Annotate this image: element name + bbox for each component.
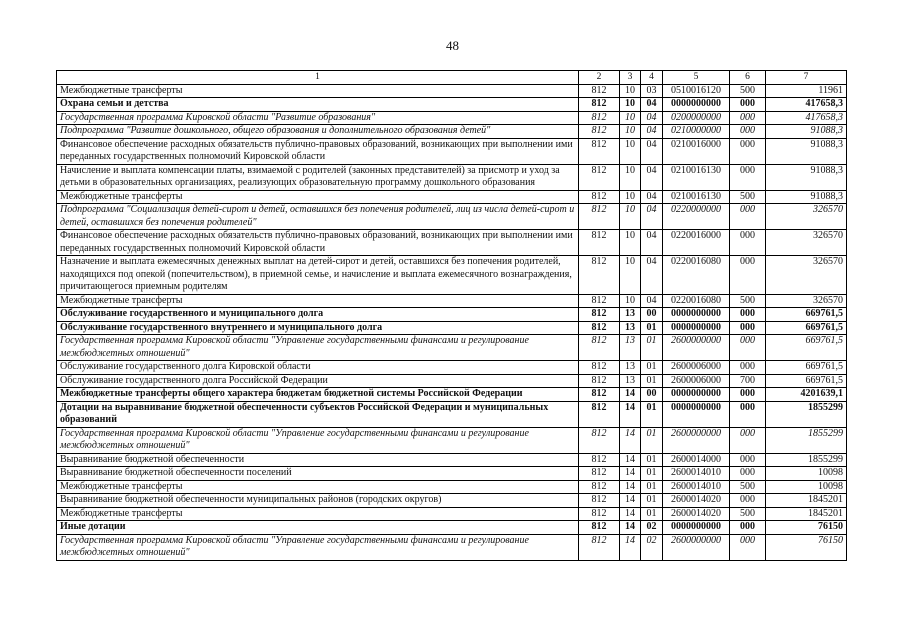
budget-table: [56, 70, 847, 561]
target-code-cell: 2600014010: [663, 480, 730, 494]
expense-type-cell: 500: [730, 507, 766, 521]
table-row: [57, 427, 847, 453]
target-code-cell: 0000000000: [663, 521, 730, 535]
expense-type-cell: 000: [730, 335, 766, 361]
expense-type-cell: 000: [730, 401, 766, 427]
ministry-code-cell: 812: [579, 138, 620, 164]
row-name-cell: Обслуживание государственного долга Российской Федерации: [57, 374, 579, 388]
section-code-cell: 14: [620, 401, 641, 427]
table-row: [57, 467, 847, 481]
table-row: [57, 507, 847, 521]
header-cell: 1: [57, 71, 579, 85]
target-code-cell: 0200000000: [663, 111, 730, 125]
table-body: [57, 84, 847, 560]
section-code-cell: 14: [620, 453, 641, 467]
section-code-cell: 10: [620, 164, 641, 190]
row-name-cell: Межбюджетные трансферты: [57, 190, 579, 204]
row-name-cell: Подпрограмма "Развитие дошкольного, общего образования и дополнительного образования детей": [57, 125, 579, 139]
row-name-cell: Дотации на выравнивание бюджетной обеспеченности субъектов Российской Федерации и муниципальных образований: [57, 401, 579, 427]
table-row: [57, 361, 847, 375]
row-name-cell: Межбюджетные трансферты: [57, 507, 579, 521]
section-code-cell: 10: [620, 84, 641, 98]
table-row: [57, 190, 847, 204]
target-code-cell: 0210016130: [663, 190, 730, 204]
table-row: [57, 294, 847, 308]
subsection-code-cell: 01: [641, 494, 663, 508]
row-name-cell: Выравнивание бюджетной обеспеченности муниципальных районов (городских округов): [57, 494, 579, 508]
row-name-cell: Выравнивание бюджетной обеспеченности поселений: [57, 467, 579, 481]
table-row: [57, 230, 847, 256]
table-row: [57, 256, 847, 295]
row-name-cell: Государственная программа Кировской области "Управление государственными финансами и регулирование межбюджетных отношений": [57, 335, 579, 361]
ministry-code-cell: 812: [579, 335, 620, 361]
subsection-code-cell: 04: [641, 138, 663, 164]
amount-cell: 1845201: [766, 494, 847, 508]
header-cell: 7: [766, 71, 847, 85]
subsection-code-cell: 01: [641, 467, 663, 481]
section-code-cell: 14: [620, 494, 641, 508]
row-name-cell: Государственная программа Кировской области "Развитие образования": [57, 111, 579, 125]
expense-type-cell: 000: [730, 534, 766, 560]
ministry-code-cell: 812: [579, 361, 620, 375]
amount-cell: 669761,5: [766, 361, 847, 375]
row-name-cell: Обслуживание государственного внутреннего и муниципального долга: [57, 321, 579, 335]
row-name-cell: Межбюджетные трансферты: [57, 480, 579, 494]
amount-cell: 669761,5: [766, 374, 847, 388]
subsection-code-cell: 02: [641, 534, 663, 560]
header-cell: 3: [620, 71, 641, 85]
section-code-cell: 14: [620, 467, 641, 481]
target-code-cell: 0000000000: [663, 401, 730, 427]
expense-type-cell: 000: [730, 256, 766, 295]
ministry-code-cell: 812: [579, 480, 620, 494]
expense-type-cell: 500: [730, 84, 766, 98]
ministry-code-cell: 812: [579, 256, 620, 295]
ministry-code-cell: 812: [579, 374, 620, 388]
header-cell: 5: [663, 71, 730, 85]
table-row: [57, 534, 847, 560]
table-row: [57, 521, 847, 535]
section-code-cell: 13: [620, 321, 641, 335]
row-name-cell: Выравнивание бюджетной обеспеченности: [57, 453, 579, 467]
subsection-code-cell: 04: [641, 98, 663, 112]
target-code-cell: 0220016000: [663, 230, 730, 256]
table-row: [57, 138, 847, 164]
table-row: [57, 84, 847, 98]
subsection-code-cell: 01: [641, 507, 663, 521]
section-code-cell: 14: [620, 507, 641, 521]
table-row: [57, 401, 847, 427]
target-code-cell: 0210016130: [663, 164, 730, 190]
row-name-cell: Обслуживание государственного и муниципального долга: [57, 308, 579, 322]
amount-cell: 91088,3: [766, 190, 847, 204]
expense-type-cell: 000: [730, 230, 766, 256]
amount-cell: 326570: [766, 204, 847, 230]
target-code-cell: 0220016080: [663, 256, 730, 295]
row-name-cell: Межбюджетные трансферты: [57, 84, 579, 98]
subsection-code-cell: 00: [641, 388, 663, 402]
expense-type-cell: 700: [730, 374, 766, 388]
row-name-cell: Назначение и выплата ежемесячных денежных выплат на детей-сирот и детей, оставшихся без попечения родителей, находящихся под опекой (попечительством), в приемной семье, и начисление и выплата ежемесячного вознаграждения, причитающегося приемным родителям: [57, 256, 579, 295]
target-code-cell: 0000000000: [663, 388, 730, 402]
amount-cell: 417658,3: [766, 111, 847, 125]
expense-type-cell: 000: [730, 467, 766, 481]
ministry-code-cell: 812: [579, 111, 620, 125]
subsection-code-cell: 00: [641, 308, 663, 322]
amount-cell: 10098: [766, 480, 847, 494]
subsection-code-cell: 01: [641, 335, 663, 361]
table-row: [57, 480, 847, 494]
amount-cell: 1855299: [766, 427, 847, 453]
target-code-cell: 0210000000: [663, 125, 730, 139]
subsection-code-cell: 01: [641, 427, 663, 453]
expense-type-cell: 000: [730, 388, 766, 402]
ministry-code-cell: 812: [579, 204, 620, 230]
ministry-code-cell: 812: [579, 401, 620, 427]
table-row: [57, 453, 847, 467]
row-name-cell: Начисление и выплата компенсации платы, взимаемой с родителей (законных представителей) за присмотр и уход за детьми в образовательных организациях, реализующих образовательную программу дошкольного образования: [57, 164, 579, 190]
ministry-code-cell: 812: [579, 521, 620, 535]
section-code-cell: 10: [620, 190, 641, 204]
ministry-code-cell: 812: [579, 534, 620, 560]
subsection-code-cell: 04: [641, 125, 663, 139]
target-code-cell: 0220016080: [663, 294, 730, 308]
target-code-cell: 2600006000: [663, 374, 730, 388]
subsection-code-cell: 04: [641, 111, 663, 125]
ministry-code-cell: 812: [579, 125, 620, 139]
ministry-code-cell: 812: [579, 190, 620, 204]
subsection-code-cell: 01: [641, 453, 663, 467]
expense-type-cell: 000: [730, 427, 766, 453]
row-name-cell: Межбюджетные трансферты: [57, 294, 579, 308]
expense-type-cell: 000: [730, 98, 766, 112]
section-code-cell: 14: [620, 534, 641, 560]
expense-type-cell: 000: [730, 321, 766, 335]
ministry-code-cell: 812: [579, 164, 620, 190]
ministry-code-cell: 812: [579, 494, 620, 508]
expense-type-cell: 000: [730, 125, 766, 139]
section-code-cell: 10: [620, 138, 641, 164]
row-name-cell: Подпрограмма "Социализация детей-сирот и детей, оставшихся без попечения родителей, лиц из числа детей-сирот и детей, оставшихся без попечения родителей": [57, 204, 579, 230]
expense-type-cell: 500: [730, 480, 766, 494]
row-name-cell: Охрана семьи и детства: [57, 98, 579, 112]
table-row: [57, 374, 847, 388]
subsection-code-cell: 01: [641, 374, 663, 388]
target-code-cell: 0000000000: [663, 321, 730, 335]
header-cell: 2: [579, 71, 620, 85]
ministry-code-cell: 812: [579, 427, 620, 453]
expense-type-cell: 000: [730, 453, 766, 467]
row-name-cell: Финансовое обеспечение расходных обязательств публично-правовых образований, возникающих при выполнении ими переданных государственных полномочий Кировской области: [57, 138, 579, 164]
table-row: [57, 204, 847, 230]
amount-cell: 76150: [766, 534, 847, 560]
section-code-cell: 13: [620, 361, 641, 375]
table-row: [57, 308, 847, 322]
subsection-code-cell: 03: [641, 84, 663, 98]
header-cell: 4: [641, 71, 663, 85]
subsection-code-cell: 04: [641, 204, 663, 230]
amount-cell: 326570: [766, 294, 847, 308]
amount-cell: 669761,5: [766, 308, 847, 322]
amount-cell: 4201639,1: [766, 388, 847, 402]
target-code-cell: 0000000000: [663, 98, 730, 112]
ministry-code-cell: 812: [579, 308, 620, 322]
table-row: [57, 335, 847, 361]
target-code-cell: 2600000000: [663, 335, 730, 361]
subsection-code-cell: 01: [641, 480, 663, 494]
target-code-cell: 2600006000: [663, 361, 730, 375]
target-code-cell: 2600000000: [663, 534, 730, 560]
header-cell: 6: [730, 71, 766, 85]
target-code-cell: 2600014020: [663, 507, 730, 521]
section-code-cell: 10: [620, 125, 641, 139]
expense-type-cell: 000: [730, 494, 766, 508]
amount-cell: 326570: [766, 256, 847, 295]
subsection-code-cell: 04: [641, 164, 663, 190]
amount-cell: 1845201: [766, 507, 847, 521]
table-row: [57, 321, 847, 335]
table-row: [57, 164, 847, 190]
table-row: [57, 125, 847, 139]
amount-cell: 91088,3: [766, 138, 847, 164]
expense-type-cell: 000: [730, 521, 766, 535]
ministry-code-cell: 812: [579, 294, 620, 308]
section-code-cell: 10: [620, 204, 641, 230]
section-code-cell: 13: [620, 335, 641, 361]
section-code-cell: 10: [620, 111, 641, 125]
target-code-cell: 2600000000: [663, 427, 730, 453]
ministry-code-cell: 812: [579, 230, 620, 256]
row-name-cell: Обслуживание государственного долга Кировской области: [57, 361, 579, 375]
section-code-cell: 14: [620, 388, 641, 402]
expense-type-cell: 000: [730, 361, 766, 375]
expense-type-cell: 000: [730, 111, 766, 125]
section-code-cell: 10: [620, 98, 641, 112]
table-row: [57, 111, 847, 125]
table-header-row: [57, 71, 847, 85]
table-row: [57, 388, 847, 402]
expense-type-cell: 000: [730, 138, 766, 164]
section-code-cell: 13: [620, 308, 641, 322]
amount-cell: 11961: [766, 84, 847, 98]
row-name-cell: Межбюджетные трансферты общего характера бюджетам бюджетной системы Российской Федерации: [57, 388, 579, 402]
subsection-code-cell: 04: [641, 190, 663, 204]
amount-cell: 91088,3: [766, 125, 847, 139]
target-code-cell: 0210016000: [663, 138, 730, 164]
expense-type-cell: 000: [730, 164, 766, 190]
ministry-code-cell: 812: [579, 507, 620, 521]
subsection-code-cell: 04: [641, 294, 663, 308]
table-row: [57, 98, 847, 112]
section-code-cell: 10: [620, 294, 641, 308]
amount-cell: 669761,5: [766, 335, 847, 361]
subsection-code-cell: 01: [641, 361, 663, 375]
subsection-code-cell: 04: [641, 256, 663, 295]
row-name-cell: Государственная программа Кировской области "Управление государственными финансами и регулирование межбюджетных отношений": [57, 427, 579, 453]
target-code-cell: 0000000000: [663, 308, 730, 322]
expense-type-cell: 500: [730, 190, 766, 204]
ministry-code-cell: 812: [579, 84, 620, 98]
target-code-cell: 0510016120: [663, 84, 730, 98]
expense-type-cell: 000: [730, 308, 766, 322]
subsection-code-cell: 02: [641, 521, 663, 535]
amount-cell: 1855299: [766, 453, 847, 467]
section-code-cell: 14: [620, 521, 641, 535]
amount-cell: 1855299: [766, 401, 847, 427]
row-name-cell: Финансовое обеспечение расходных обязательств публично-правовых образований, возникающих при выполнении ими переданных государственных полномочий Кировской области: [57, 230, 579, 256]
amount-cell: 10098: [766, 467, 847, 481]
ministry-code-cell: 812: [579, 388, 620, 402]
section-code-cell: 14: [620, 480, 641, 494]
row-name-cell: Государственная программа Кировской области "Управление государственными финансами и регулирование межбюджетных отношений": [57, 534, 579, 560]
amount-cell: 669761,5: [766, 321, 847, 335]
subsection-code-cell: 04: [641, 230, 663, 256]
row-name-cell: Иные дотации: [57, 521, 579, 535]
expense-type-cell: 500: [730, 294, 766, 308]
amount-cell: 326570: [766, 230, 847, 256]
ministry-code-cell: 812: [579, 98, 620, 112]
subsection-code-cell: 01: [641, 321, 663, 335]
ministry-code-cell: 812: [579, 453, 620, 467]
ministry-code-cell: 812: [579, 321, 620, 335]
target-code-cell: 0220000000: [663, 204, 730, 230]
target-code-cell: 2600014010: [663, 467, 730, 481]
section-code-cell: 14: [620, 427, 641, 453]
target-code-cell: 2600014020: [663, 494, 730, 508]
section-code-cell: 10: [620, 230, 641, 256]
section-code-cell: 13: [620, 374, 641, 388]
amount-cell: 76150: [766, 521, 847, 535]
ministry-code-cell: 812: [579, 467, 620, 481]
subsection-code-cell: 01: [641, 401, 663, 427]
expense-type-cell: 000: [730, 204, 766, 230]
amount-cell: 91088,3: [766, 164, 847, 190]
table-row: [57, 494, 847, 508]
target-code-cell: 2600014000: [663, 453, 730, 467]
section-code-cell: 10: [620, 256, 641, 295]
page-number: 48: [446, 38, 459, 53]
amount-cell: 417658,3: [766, 98, 847, 112]
